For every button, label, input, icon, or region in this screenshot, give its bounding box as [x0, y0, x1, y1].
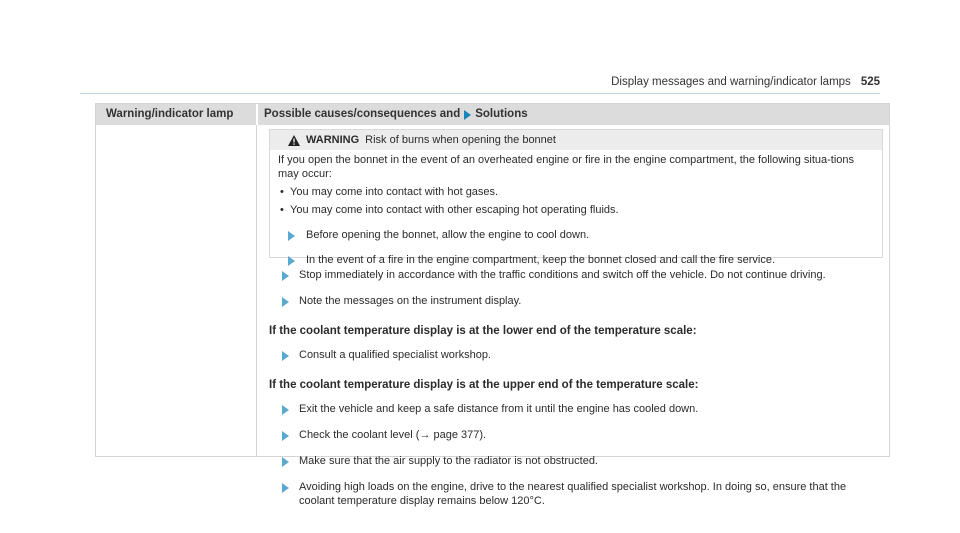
step-arrow-icon — [282, 405, 289, 415]
page-header — [80, 76, 880, 88]
warning-intro: If you open the bonnet in the event of an overheated engine or fire in the engine compartment, the following situa-tions may occur: — [278, 154, 855, 180]
warning-label: WARNING — [306, 134, 360, 146]
warning-step-text: Before opening the bonnet, allow the engine to cool down. — [306, 229, 590, 241]
warning-step-text: In the event of a fire in the engine compartment, keep the bonnet closed and call the fire service. — [306, 254, 776, 266]
solution-step-text: Avoiding high loads on the engine, drive to the nearest qualified specialist workshop. In doing so, ensure that the coolant temperature display remains below 120°C. — [299, 481, 847, 507]
subheading-lower-end: If the coolant temperature display is at the lower end of the temperature scale: — [269, 325, 697, 337]
step-arrow-icon — [282, 483, 289, 493]
warning-header — [270, 130, 882, 150]
step-arrow-icon — [282, 297, 289, 307]
step-arrow-icon — [282, 457, 289, 467]
lamp-cell — [96, 125, 256, 456]
solution-step-text: Stop immediately in accordance with the traffic conditions and switch off the vehicle. Do not continue driving. — [299, 269, 826, 281]
solution-step-text: Consult a qualified specialist workshop. — [299, 349, 491, 361]
solution-step — [269, 428, 883, 442]
step-arrow-icon — [282, 351, 289, 361]
warning-box — [269, 129, 883, 266]
step-arrow-icon — [282, 431, 289, 441]
warning-step — [278, 253, 874, 267]
subheading-upper-end: If the coolant temperature display is at the upper end of the temperature scale: — [269, 379, 699, 391]
header-divider — [80, 93, 880, 94]
warning-bullet: • You may come into contact with hot gases. — [278, 185, 874, 199]
solution-step — [269, 454, 883, 468]
column-header-causes-label: Possible causes/consequences and — [264, 108, 461, 120]
solution-step-text: Make sure that the air supply to the radiator is not obstructed. — [299, 455, 598, 467]
solution-steps — [269, 268, 883, 520]
warning-step — [278, 228, 874, 242]
table-header-row — [96, 104, 889, 125]
solution-step — [269, 402, 883, 416]
solution-step-text: Note the messages on the instrument display. — [299, 295, 522, 307]
solution-step-text: Check the coolant level (→ page 377). — [299, 429, 487, 441]
table-body — [96, 125, 889, 507]
page-number: 525 — [860, 76, 880, 88]
warning-triangle-icon — [288, 135, 300, 146]
solution-step — [269, 348, 883, 362]
solution-step — [269, 480, 883, 508]
step-arrow-icon — [288, 256, 295, 266]
column-header-causes — [256, 104, 889, 125]
column-header-solutions-label: Solutions — [475, 108, 528, 120]
solution-step — [269, 294, 883, 308]
info-table — [95, 103, 890, 507]
solutions-arrow-icon — [464, 110, 471, 120]
page-header-title: Display messages and warning/indicator lamps — [611, 76, 851, 88]
step-arrow-icon — [282, 271, 289, 281]
solution-step — [269, 268, 883, 282]
warning-bullet: • You may come into contact with other escaping hot operating fluids. — [278, 203, 874, 217]
solutions-cell — [256, 125, 889, 507]
column-header-lamp: Warning/indicator lamp — [106, 108, 234, 120]
step-arrow-icon — [288, 231, 295, 241]
warning-body — [270, 150, 882, 267]
warning-title: Risk of burns when opening the bonnet — [365, 134, 556, 146]
solution-step-text: Exit the vehicle and keep a safe distance from it until the engine has cooled down. — [299, 403, 699, 415]
